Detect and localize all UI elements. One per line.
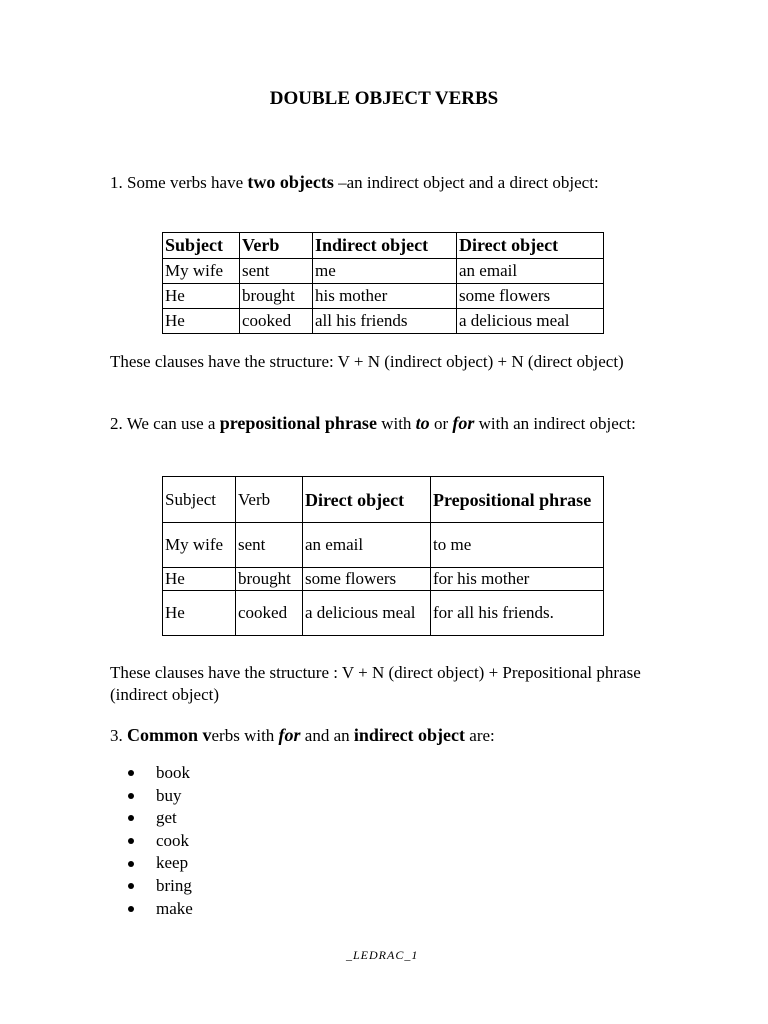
table-cell: He — [163, 591, 236, 636]
table-header-cell: Prepositional phrase — [431, 477, 604, 523]
section-3-intro: 3. Common verbs with for and an indirect object are: — [110, 725, 495, 745]
bullet-icon — [128, 815, 134, 821]
list-item: keep — [128, 852, 193, 875]
list-item: make — [128, 898, 193, 921]
table-header-cell: Verb — [240, 233, 313, 259]
table-cell: for all his friends. — [431, 591, 604, 636]
table-cell: cooked — [236, 591, 303, 636]
page-footer: _LEDRAC_1 — [346, 948, 419, 962]
table-cell: for his mother — [431, 568, 604, 591]
list-item: bring — [128, 875, 193, 898]
table-header-cell: Direct object — [303, 477, 431, 523]
bullet-icon — [128, 838, 134, 844]
table-cell: his mother — [313, 284, 457, 309]
table-header-cell: Verb — [236, 477, 303, 523]
table-cell: He — [163, 568, 236, 591]
table-cell: sent — [236, 523, 303, 568]
table-header-cell: Indirect object — [313, 233, 457, 259]
term-prepositional-phrase: prepositional phrase — [219, 413, 377, 433]
prepositional-phrase-table — [162, 476, 604, 636]
table-row — [163, 568, 604, 591]
bullet-icon — [128, 770, 134, 776]
table-row — [163, 591, 604, 636]
table-cell: some flowers — [303, 568, 431, 591]
table-cell: My wife — [163, 523, 236, 568]
table-cell: sent — [240, 259, 313, 284]
table-cell: My wife — [163, 259, 240, 284]
list-item: get — [128, 807, 193, 830]
table-cell: a delicious meal — [457, 309, 604, 334]
table-header-cell: Subject — [163, 477, 236, 523]
double-object-table — [162, 232, 604, 334]
section-1-intro: 1. Some verbs have two objects –an indirect object and a direct object: — [110, 172, 599, 192]
section-2-intro: 2. We can use a prepositional phrase with to or for with an indirect object: — [110, 413, 636, 433]
table-row — [163, 259, 604, 284]
table-cell: He — [163, 284, 240, 309]
table-cell: an email — [457, 259, 604, 284]
list-item: cook — [128, 830, 193, 853]
term-indirect-object: indirect object — [353, 725, 466, 745]
term-for: for — [278, 725, 301, 745]
term-to: to — [415, 413, 430, 433]
term-for: for — [452, 413, 475, 433]
term-common-verbs: Common v — [127, 725, 212, 745]
table-row — [163, 284, 604, 309]
table-cell: a delicious meal — [303, 591, 431, 636]
verb-list — [128, 762, 193, 920]
table-cell: an email — [303, 523, 431, 568]
table-cell: He — [163, 309, 240, 334]
term-two-objects: two objects — [247, 172, 334, 192]
page-title: DOUBLE OBJECT VERBS — [269, 88, 499, 109]
table-cell: to me — [431, 523, 604, 568]
table-cell: cooked — [240, 309, 313, 334]
table-header-row — [163, 477, 604, 523]
list-item: book — [128, 762, 193, 785]
bullet-icon — [128, 906, 134, 912]
table-header-cell: Subject — [163, 233, 240, 259]
table-cell: brought — [236, 568, 303, 591]
table-row — [163, 523, 604, 568]
table-cell: some flowers — [457, 284, 604, 309]
list-item: buy — [128, 785, 193, 808]
structure-note-2: These clauses have the structure : V + N (direct object) + Prepositional phrase (indirect object) — [110, 663, 641, 704]
structure-note-1: These clauses have the structure: V + N (indirect object) + N (direct object) — [110, 352, 624, 371]
bullet-icon — [128, 861, 134, 867]
bullet-icon — [128, 793, 134, 799]
table-header-cell: Direct object — [457, 233, 604, 259]
table-header-row — [163, 233, 604, 259]
bullet-icon — [128, 883, 134, 889]
table-cell: all his friends — [313, 309, 457, 334]
table-cell: brought — [240, 284, 313, 309]
table-row — [163, 309, 604, 334]
table-cell: me — [313, 259, 457, 284]
